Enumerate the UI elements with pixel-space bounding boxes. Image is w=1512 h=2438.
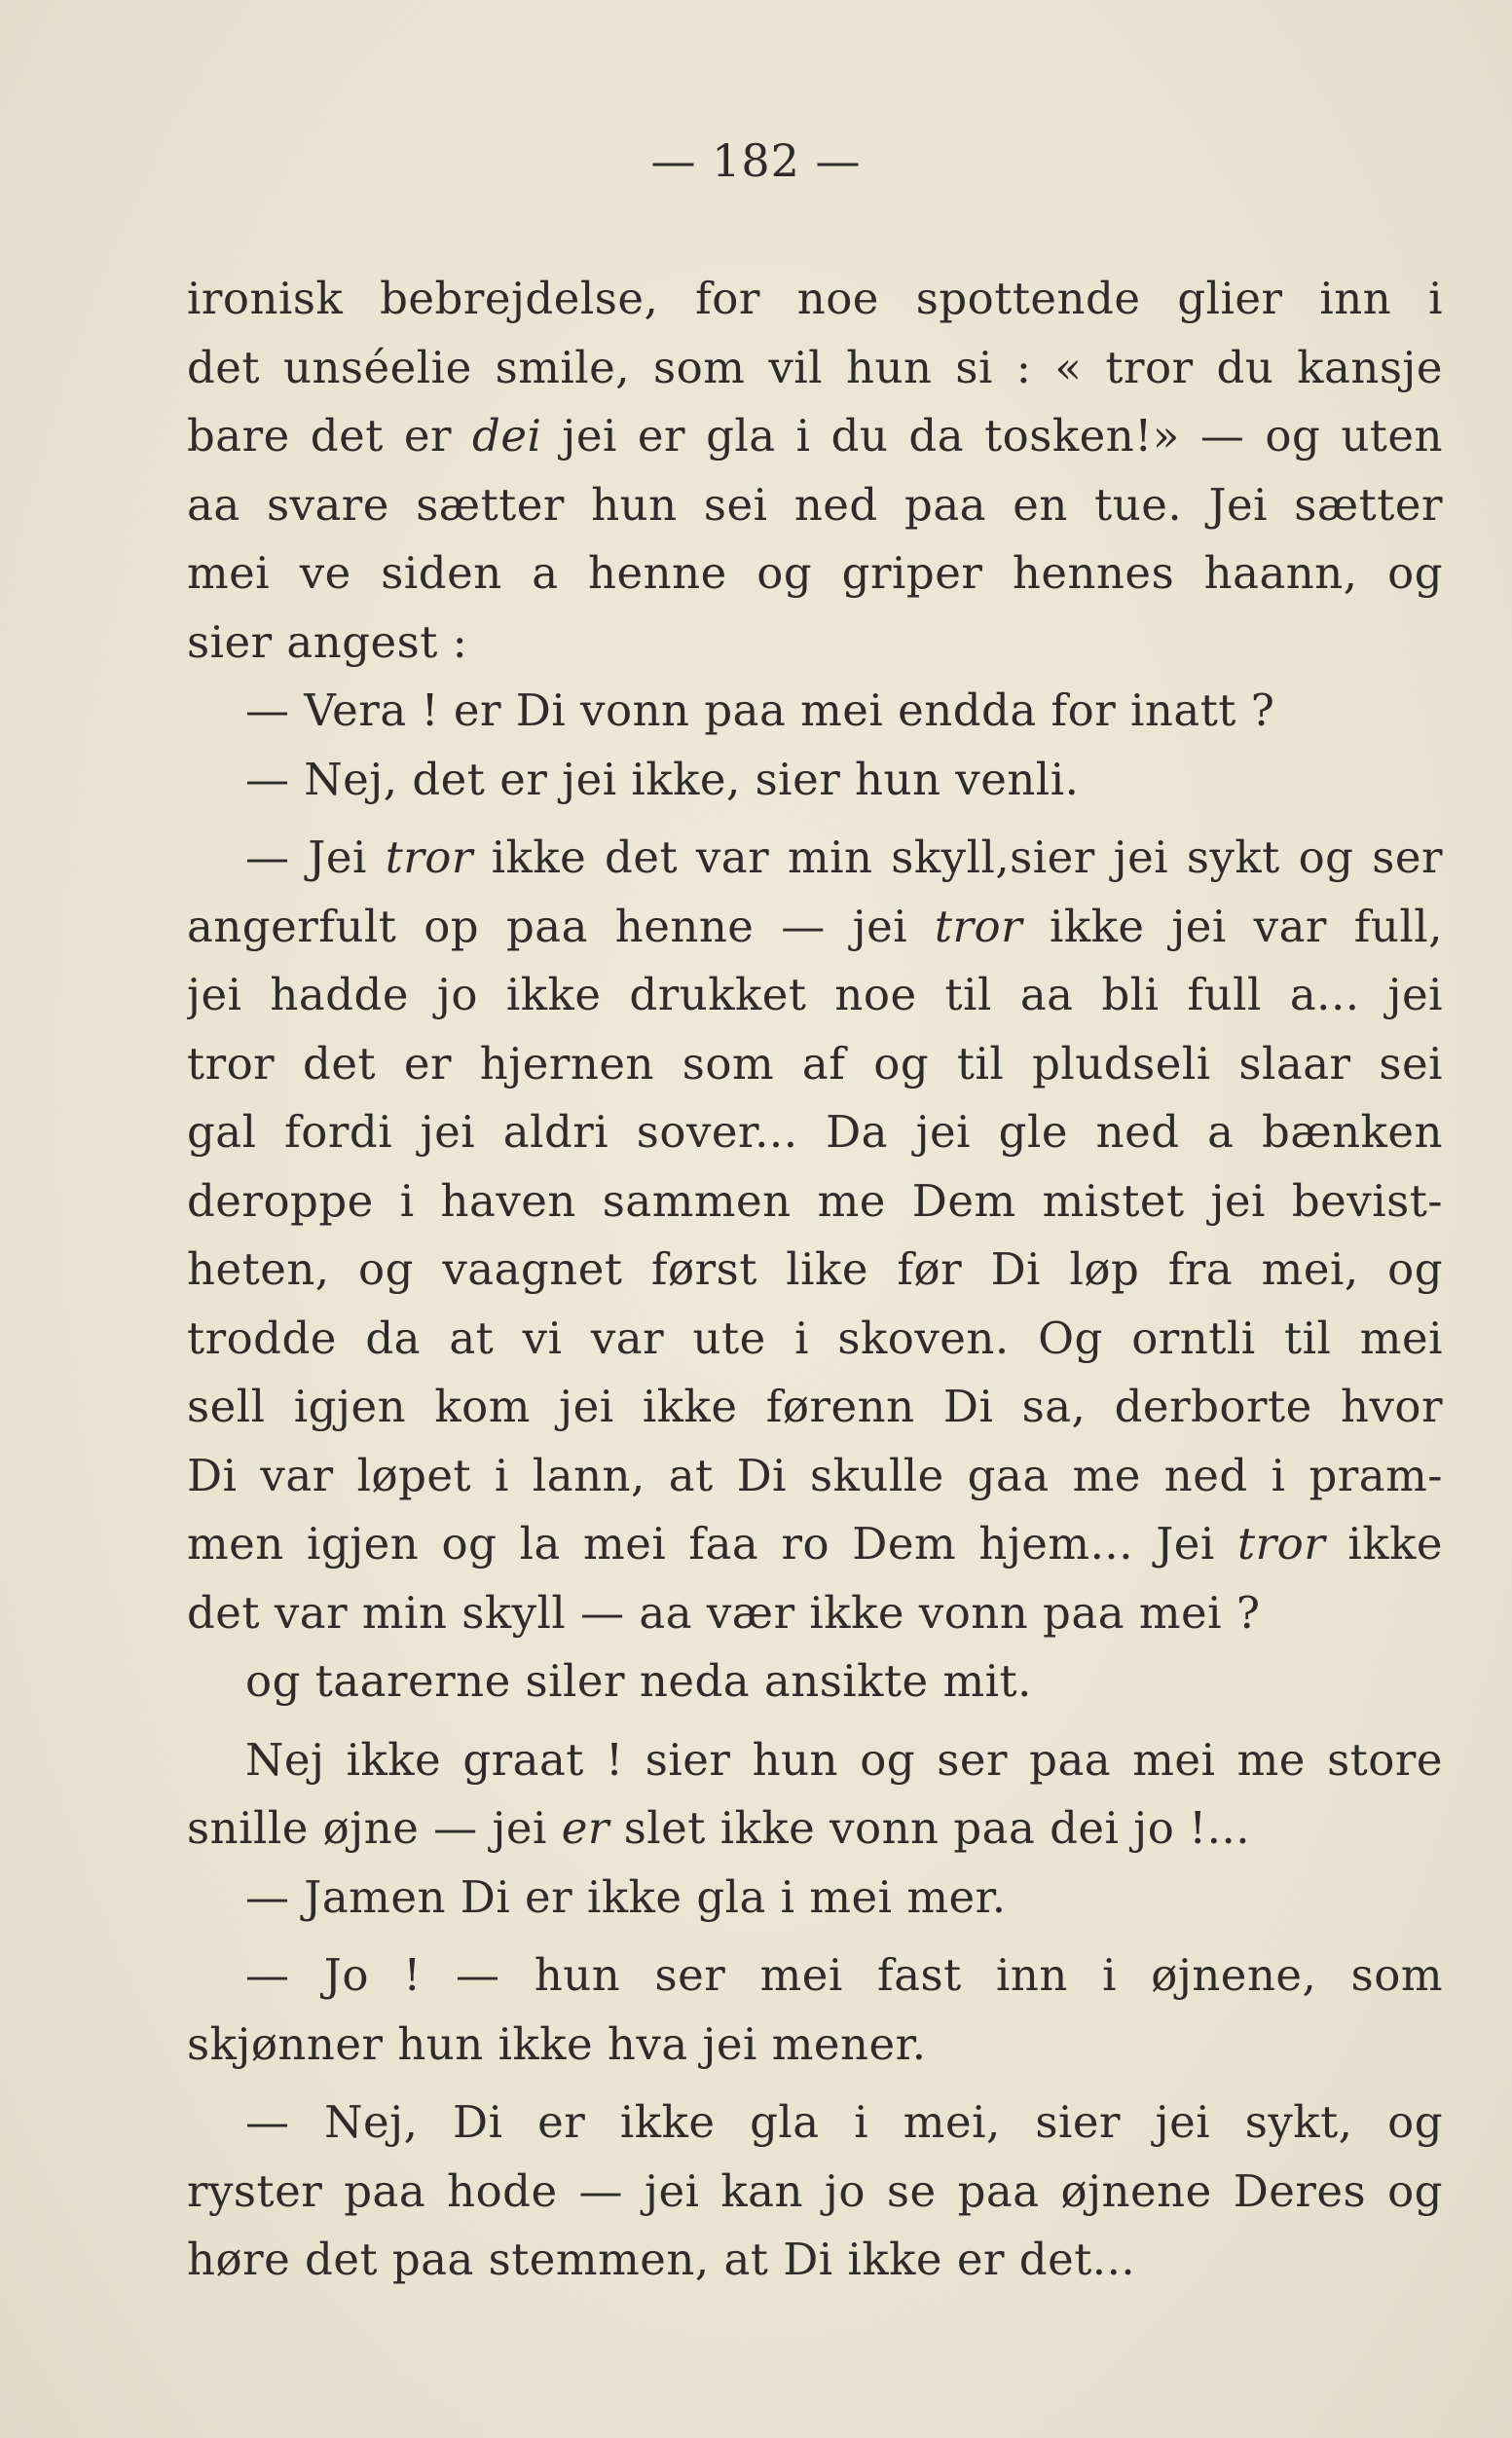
text-line xyxy=(187,2011,1443,2080)
italic-text: tror xyxy=(1237,1518,1326,1570)
text-line xyxy=(187,471,1443,540)
text-segment: ikke xyxy=(1325,1518,1443,1570)
text-line xyxy=(187,1726,1443,1795)
text-line xyxy=(187,961,1443,1030)
text-line xyxy=(187,1647,1443,1717)
text-line xyxy=(187,893,1443,962)
text-line xyxy=(187,402,1443,471)
text-line xyxy=(187,2158,1443,2227)
text-segment: — Vera ! er Di vonn paa mei endda for inatt ? xyxy=(245,684,1275,736)
text-line xyxy=(187,677,1443,746)
text-line xyxy=(187,1579,1443,1648)
text-line xyxy=(187,1305,1443,1374)
text-segment: deroppe i haven sammen me Dem mistet jei bevist- xyxy=(187,1174,1443,1227)
text-line xyxy=(187,334,1443,403)
text-line xyxy=(187,1442,1443,1511)
text-segment: angerfult op paa henne — jei xyxy=(187,900,935,952)
page-number: — 182 — xyxy=(650,134,862,187)
text-segment: jei hadde jo ikke drukket noe til aa bli full a... jei xyxy=(187,969,1443,1020)
text-segment: gal fordi jei aldri sover... Da jei gle ned a bænken xyxy=(187,1106,1443,1158)
text-segment: det var min skyll — aa vær ikke vonn paa mei ? xyxy=(187,1586,1261,1639)
italic-text: tror xyxy=(934,900,1023,952)
text-segment: sell igjen kom jei ikke førenn Di sa, derborte hvor xyxy=(187,1381,1443,1432)
text-line xyxy=(187,1167,1443,1237)
body-text xyxy=(187,265,1443,2295)
text-segment: jei er gla i du da tosken!» — og uten xyxy=(541,410,1443,462)
italic-text: tror xyxy=(385,831,473,883)
text-line xyxy=(187,746,1443,815)
text-segment: men igjen og la mei faa ro Dem hjem... Jei xyxy=(187,1518,1238,1570)
text-line xyxy=(187,609,1443,678)
text-segment: skjønner hun ikke hva jei mener. xyxy=(187,2017,927,2070)
text-segment: sier angest : xyxy=(187,615,468,668)
text-segment: snille øjne — jei xyxy=(187,1802,562,1854)
text-segment: trodde da at vi var ute i skoven. Og orntli til mei xyxy=(187,1311,1443,1364)
italic-text: dei xyxy=(472,410,542,462)
text-segment: heten, og vaagnet først like før Di løp fra mei, og xyxy=(187,1243,1443,1295)
text-segment: ryster paa hode — jei kan jo se paa øjnene Deres og xyxy=(187,2164,1443,2217)
text-segment: ikke jei var full, xyxy=(1022,900,1443,952)
text-line xyxy=(187,1794,1443,1864)
text-line xyxy=(187,2088,1443,2158)
text-line xyxy=(187,1030,1443,1099)
text-line xyxy=(187,539,1443,609)
text-segment: Di var løpet i lann, at Di skulle gaa me ned i pram- xyxy=(187,1449,1443,1501)
text-segment: — Jo ! — hun ser mei fast inn i øjnene, som xyxy=(245,1949,1443,2001)
text-segment: ironisk bebrejdelse, for noe spottende glier inn i xyxy=(187,273,1443,324)
text-segment: aa svare sætter hun sei ned paa en tue. Jei sætter xyxy=(187,478,1443,531)
text-segment: Nej ikke graat ! sier hun og ser paa mei me store xyxy=(245,1733,1443,1786)
text-segment: ikke det var min skyll,sier jei sykt og ser xyxy=(472,831,1443,883)
italic-text: er xyxy=(561,1802,609,1854)
text-segment: bare det er xyxy=(187,410,473,462)
text-line xyxy=(187,265,1443,334)
text-line xyxy=(187,1941,1443,2011)
text-segment: — Nej, det er jei ikke, sier hun venli. xyxy=(245,753,1080,805)
text-segment: — Jei xyxy=(245,831,386,883)
text-line xyxy=(187,2226,1443,2295)
text-segment: — Nej, Di er ikke gla i mei, sier jei sykt, og xyxy=(245,2096,1443,2148)
text-line xyxy=(187,1373,1443,1442)
text-line xyxy=(187,1098,1443,1167)
text-segment: — Jamen Di er ikke gla i mei mer. xyxy=(245,1870,1007,1923)
text-segment: høre det paa stemmen, at Di ikke er det... xyxy=(187,2234,1136,2285)
text-segment: slet ikke vonn paa dei jo !... xyxy=(608,1802,1251,1854)
text-segment: tror det er hjernen som af og til pludseli slaar sei xyxy=(187,1037,1443,1090)
text-line xyxy=(187,824,1443,893)
text-segment: det unséelie smile, som vil hun si : « tror du kansje xyxy=(187,341,1443,393)
text-line xyxy=(187,1510,1443,1579)
text-segment: mei ve siden a henne og griper hennes haann, og xyxy=(187,547,1443,599)
text-line xyxy=(187,1236,1443,1305)
text-segment: og taarerne siler neda ansikte mit. xyxy=(245,1655,1032,1707)
text-line xyxy=(187,1864,1443,1933)
